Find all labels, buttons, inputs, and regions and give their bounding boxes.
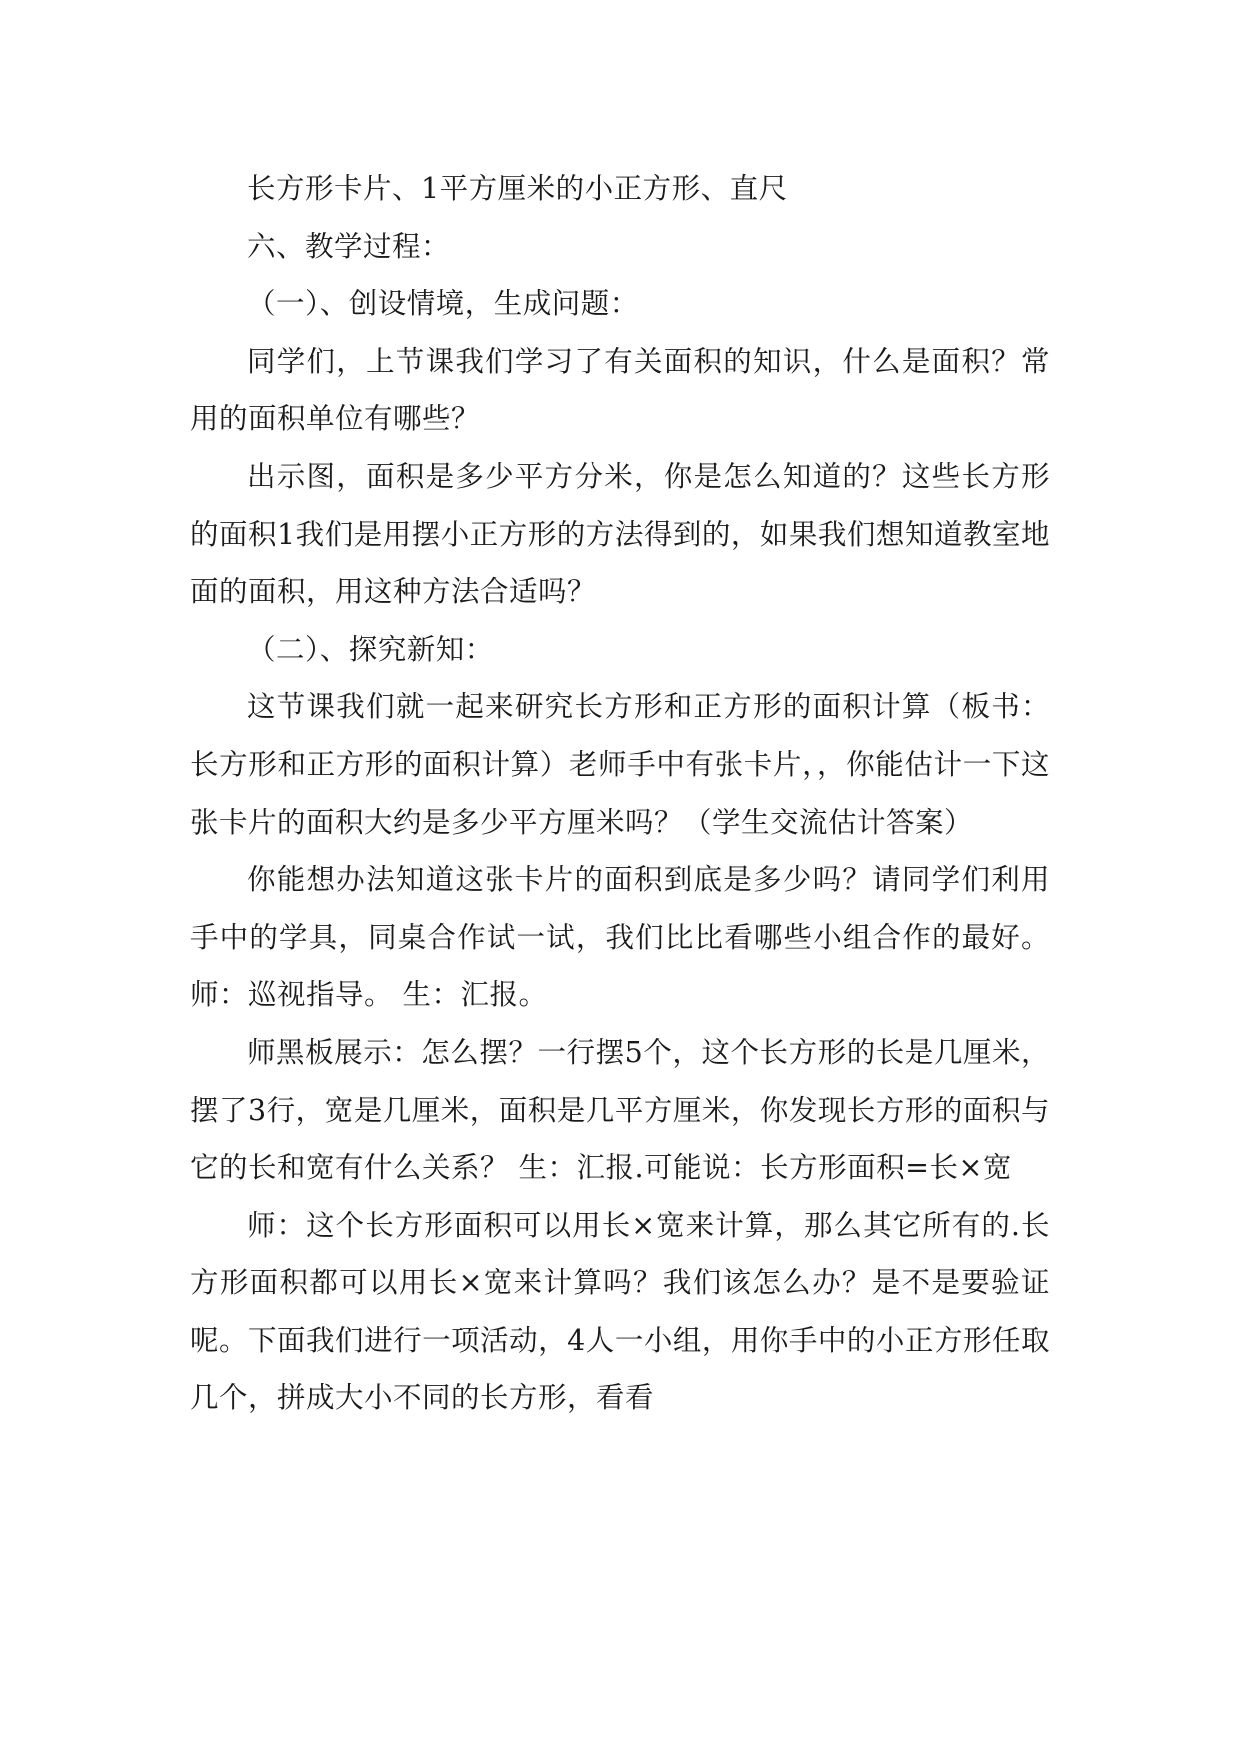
paragraph-blackboard: 师黑板展示：怎么摆？一行摆5个，这个长方形的长是几厘米，摆了3行，宽是几厘米，面积是几平方厘米，你发现长方形的面积与它的长和宽有什么关系？ 生：汇报.可能说：长方形面积=长×宽 bbox=[190, 1035, 1050, 1185]
heading-teaching-process: 六、教学过程： bbox=[247, 229, 451, 263]
paragraph-lesson-intro: 这节课我们就一起来研究长方形和正方形的面积计算（板书：长方形和正方形的面积计算）老师手中有张卡片，，你能估计一下这张卡片的面积大约是多少平方厘米吗？（学生交流估计答案） bbox=[190, 690, 1050, 839]
document-body bbox=[190, 160, 1050, 1427]
paragraph-review-area: 同学们，上节课我们学习了有关面积的知识，什么是面积？常用的面积单位有哪些？ bbox=[190, 344, 1050, 436]
paragraph-group-work: 你能想办法知道这张卡片的面积到底是多少吗？请同学们利用手中的学具，同桌合作试一试，我们比比看哪些小组合作的最好。 师：巡视指导。 生：汇报。 bbox=[190, 863, 1050, 1012]
heading-create-situation: （一）、创设情境，生成问题： bbox=[247, 287, 639, 321]
paragraph-show-figure: 出示图，面积是多少平方分米，你是怎么知道的？这些长方形的面积1我们是用摆小正方形的方法得到的，如果我们想知道教室地面的面积，用这种方法合适吗？ bbox=[190, 459, 1050, 609]
paragraph-verify: 师：这个长方形面积可以用长×宽来计算，那么其它所有的.长方形面积都可以用长×宽来计算吗？我们该怎么办？是不是要验证呢。下面我们进行一项活动，4人一小组，用你手中的小正方形任取几个，拼成大小不同的长方形，看看 bbox=[190, 1208, 1050, 1415]
heading-explore-new: （二）、探究新知： bbox=[247, 632, 494, 666]
paragraph-materials: 长方形卡片、1平方厘米的小正方形、直尺 bbox=[247, 172, 788, 205]
